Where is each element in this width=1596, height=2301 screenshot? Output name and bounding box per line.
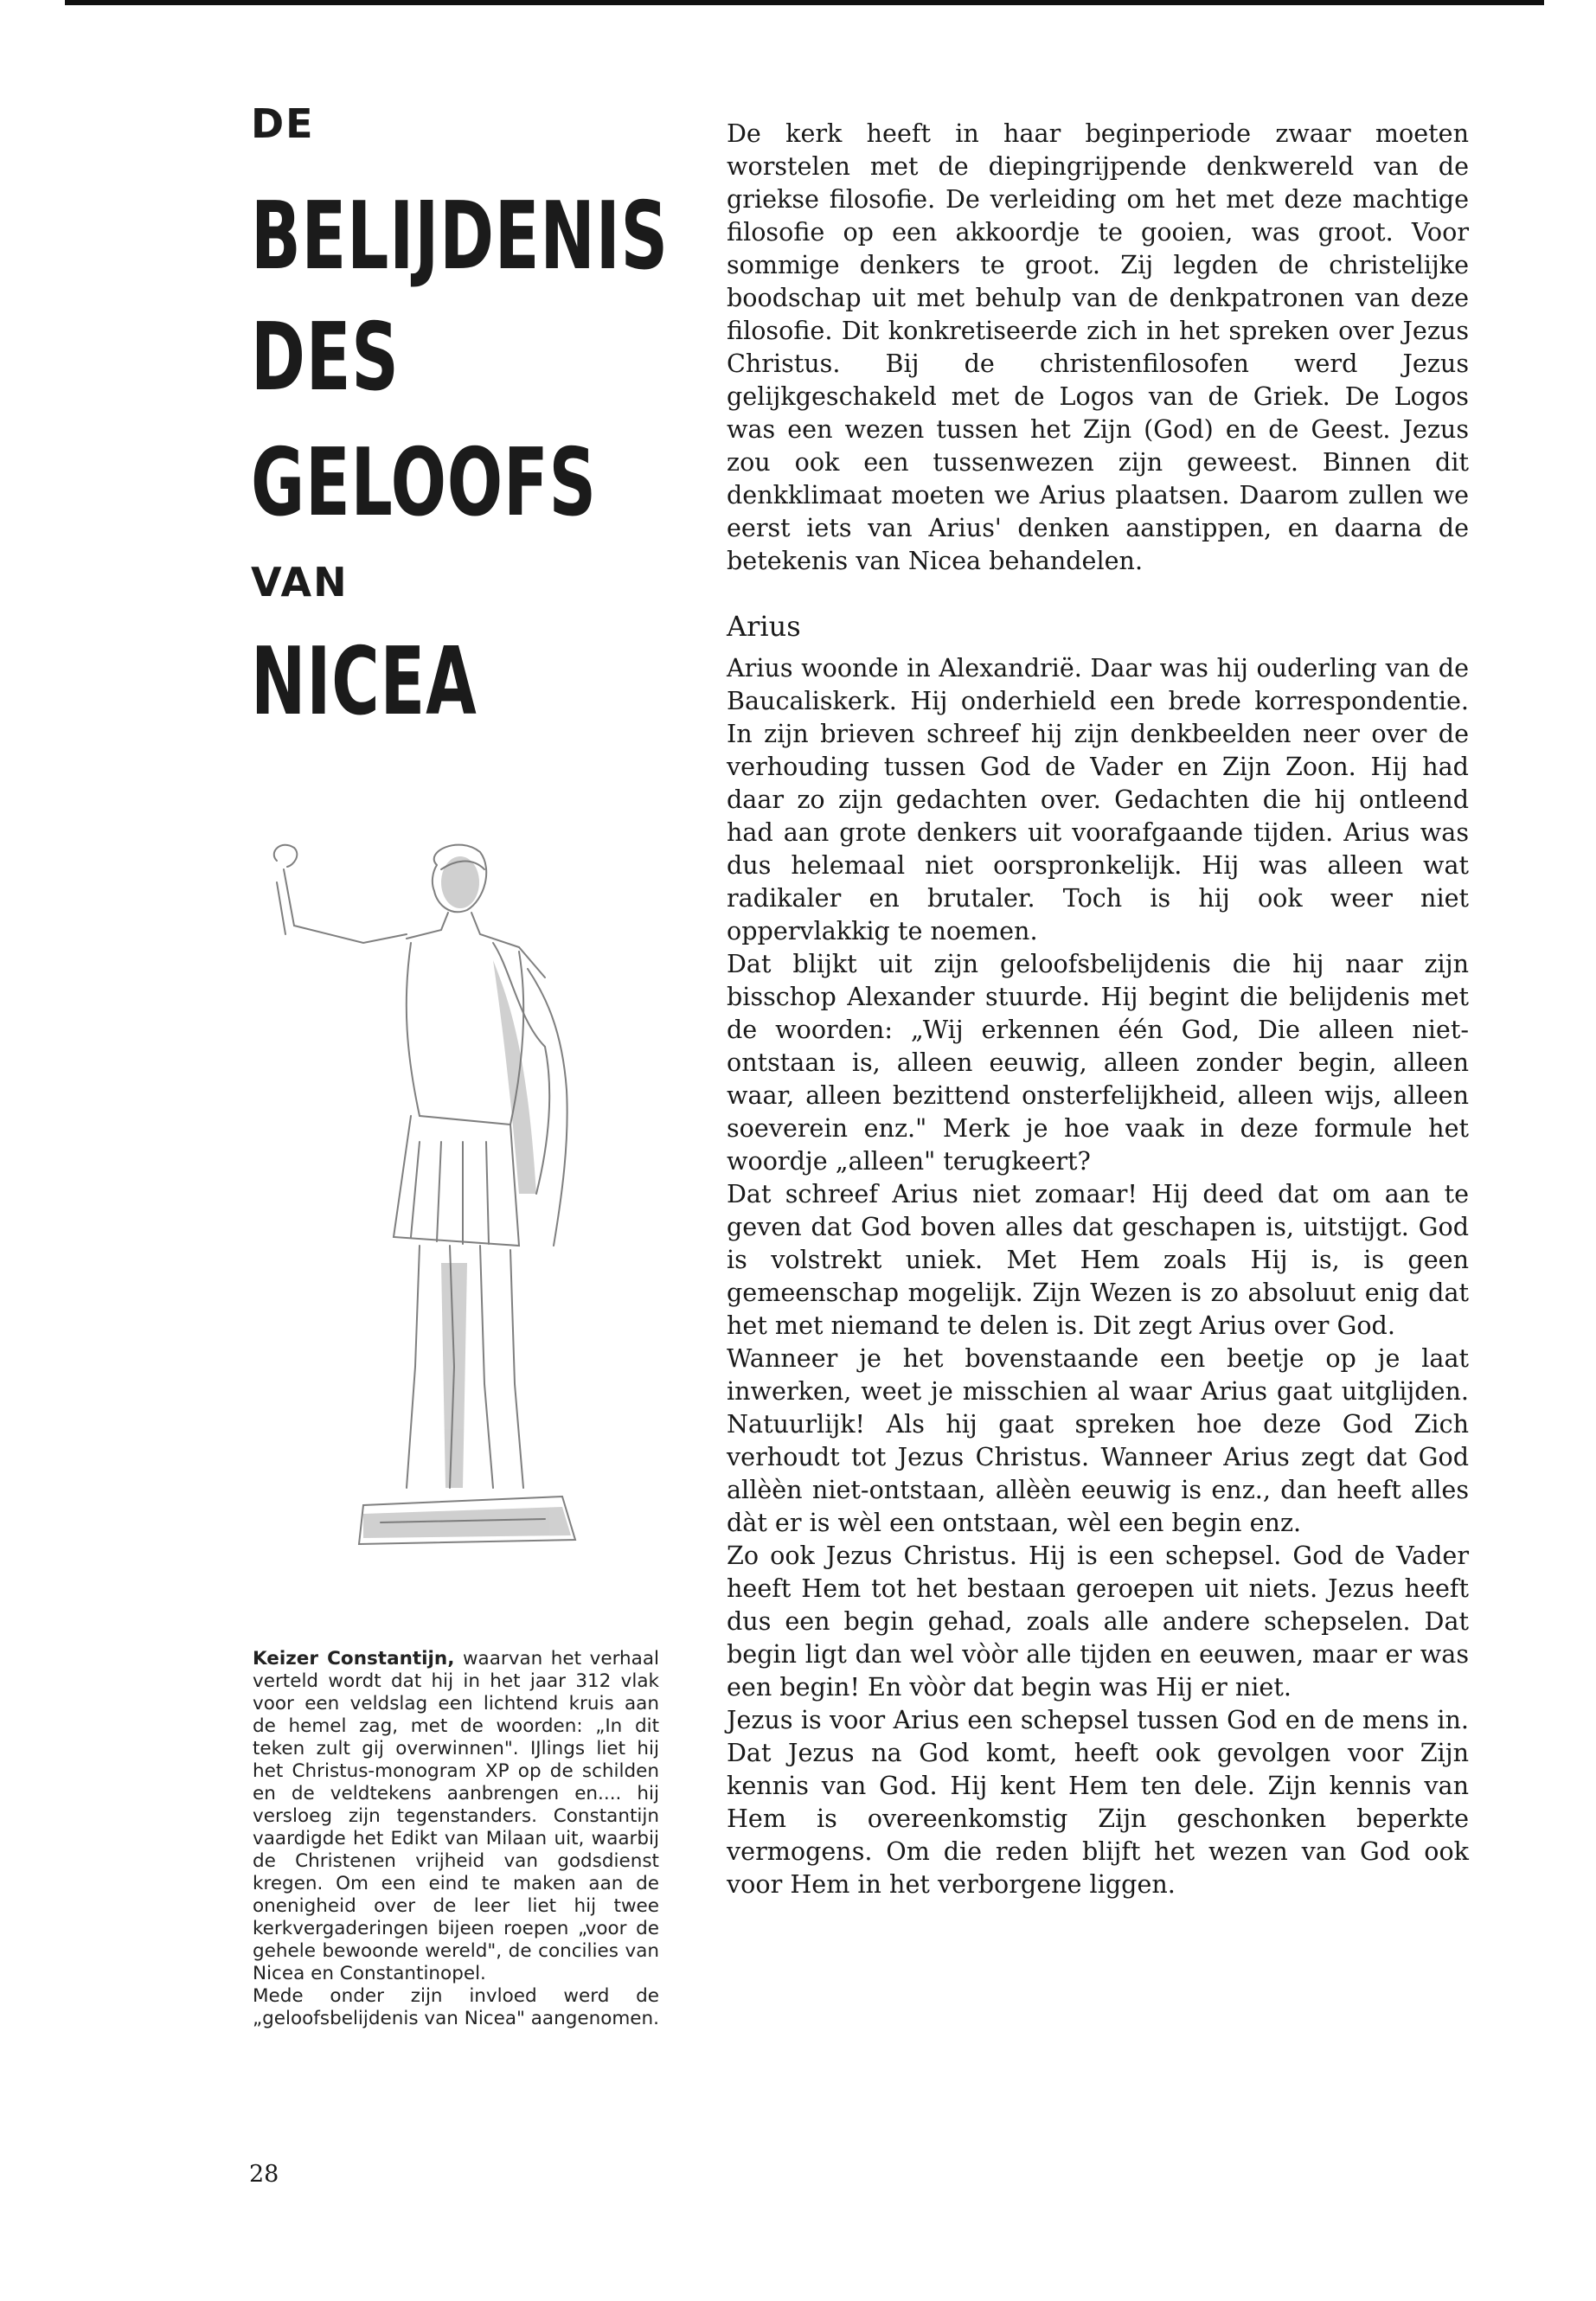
title-line-belijdenis: BELIJDENIS xyxy=(251,183,669,291)
caption-paragraph-2: Mede onder zijn invloed werd de „geloofsbelijdenis van Nicea" aangenomen. xyxy=(253,1985,659,2029)
page-number: 28 xyxy=(249,2161,279,2188)
title-line-de: DE xyxy=(251,100,315,147)
body-paragraph: Zo ook Jezus Christus. Hij is een schepsel. God de Vader heeft Hem tot het bestaan geroepen uit niets. Jezus heeft dus een begin gehad, zoals alle andere schepselen. Dat begin ligt dan wel vòòr alle tijden en eeuwen, maar er was een begin! En vòòr dat begin was Hij er niet. xyxy=(727,1541,1469,1702)
caption-paragraph xyxy=(253,1648,659,1985)
statue-constantine-illustration xyxy=(234,830,649,1626)
body-paragraph: Dat schreef Arius niet zomaar! Hij deed dat om aan te geven dat God boven alles dat geschapen is, uitstijgt. God is volstrekt uniek. Met Hem zoals Hij is, is geen gemeenschap mogelijk. Zijn Wezen is zo absoluut enig dat het met niemand te delen is. Dit zegt Arius over God. xyxy=(727,1179,1469,1340)
title-line-nicea: NICEA xyxy=(251,628,478,736)
body-paragraph: Wanneer je het bovenstaande een beetje op je laat inwerken, weet je misschien al waar Arius gaat uitglijden. Natuurlijk! Als hij gaat spreken hoe deze God Zich verhoudt tot Jezus Christus. Wanneer Arius zegt dat God allèèn niet-ontstaan, allèèn eeuwig is enz., dan heeft alles dàt er is wèl een ontstaan, wèl een begin enz. xyxy=(727,1343,1469,1537)
caption-lead: Keizer Constantijn, xyxy=(253,1648,455,1670)
image-caption xyxy=(253,1648,659,2030)
intro-paragraph: De kerk heeft in haar beginperiode zwaar moeten worstelen met de diepingrijpende denkwereld van de griekse filosofie. De verleiding om het met deze machtige filosofie op een akkoordje te gooien, was groot. Voor sommige denkers te groot. Zij legden de christelijke boodschap uit met behulp van de denkpatronen van deze filosofie. Dit konkretiseerde zich in het spreken over Jezus Christus. Bij de christenfilosofen werd Jezus gelijkgeschakeld met de Logos van de Griek. De Logos was een wezen tussen het Zijn (God) en de Geest. Jezus zou ook een tussenwezen zijn geweest. Binnen dit denkklimaat moeten we Arius plaatsen. Daarom zullen we eerst iets van Arius' denken aanstippen, en daarna de betekenis van Nicea behandelen. xyxy=(727,119,1469,575)
title-line-van: VAN xyxy=(251,559,349,606)
caption-text: waarvan het verhaal verteld wordt dat hij in het jaar 312 vlak voor een veldslag een lichtend kruis aan de hemel zag, met de woorden: „In dit teken zult gij overwinnen". IJlings liet hij het Christus-monogram XP op de schilden en de veldtekens aanbrengen en.... hij versloeg zijn tegenstanders. Constantijn vaardigde het Edikt van Milaan uit, waarbij de Christenen vrijheid van godsdienst kregen. Om een eind te maken aan de onenigheid over de leer liet hij twee kerkvergaderingen bijeen roepen „voor de gehele bewoonde wereld", de concilies van Nicea en Constantinopel. xyxy=(253,1648,660,1984)
body-paragraph: Arius woonde in Alexandrië. Daar was hij ouderling van de Baucaliskerk. Hij onderhield een brede korrespondentie. In zijn brieven schreef hij zijn denkbeelden neer over de verhouding tussen God de Vader en Zijn Zoon. Hij had daar zo zijn gedachten over. Gedachten die hij ontleend had aan grote denkers uit voorafgaande tijden. Arius was dus helemaal niet oorspronkelijk. Hij was alleen wat radikaler en brutaler. Toch is hij ook weer niet oppervlakkig te noemen. xyxy=(727,653,1469,945)
article-body xyxy=(727,117,1469,1900)
top-border-rule xyxy=(65,0,1544,5)
title-line-des: DES xyxy=(251,304,400,412)
title-line-geloofs: GELOOFS xyxy=(251,429,597,537)
body-paragraph: Dat blijkt uit zijn geloofsbelijdenis die hij naar zijn bisschop Alexander stuurde. Hij begint die belijdenis met de woorden: „Wij erkennen één God, Die alleen niet-ontstaan is, alleen eeuwig, alleen zonder begin, alleen waar, alleen bezittend onsterfelijkheid, alleen wijs, alleen soeverein enz." Merk je hoe vaak in deze formule het woordje „alleen" terugkeert? xyxy=(727,949,1469,1176)
body-paragraph: Jezus is voor Arius een schepsel tussen God en de mens in. Dat Jezus na God komt, heeft ook gevolgen voor Zijn kennis van God. Hij kent Hem ten dele. Zijn kennis van Hem is overeenkomstig Zijn geschonken beperkte vermogens. Om die reden blijft het wezen van God ook voor Hem in het verborgene liggen. xyxy=(727,1705,1469,1899)
section-heading-arius: Arius xyxy=(727,610,801,643)
